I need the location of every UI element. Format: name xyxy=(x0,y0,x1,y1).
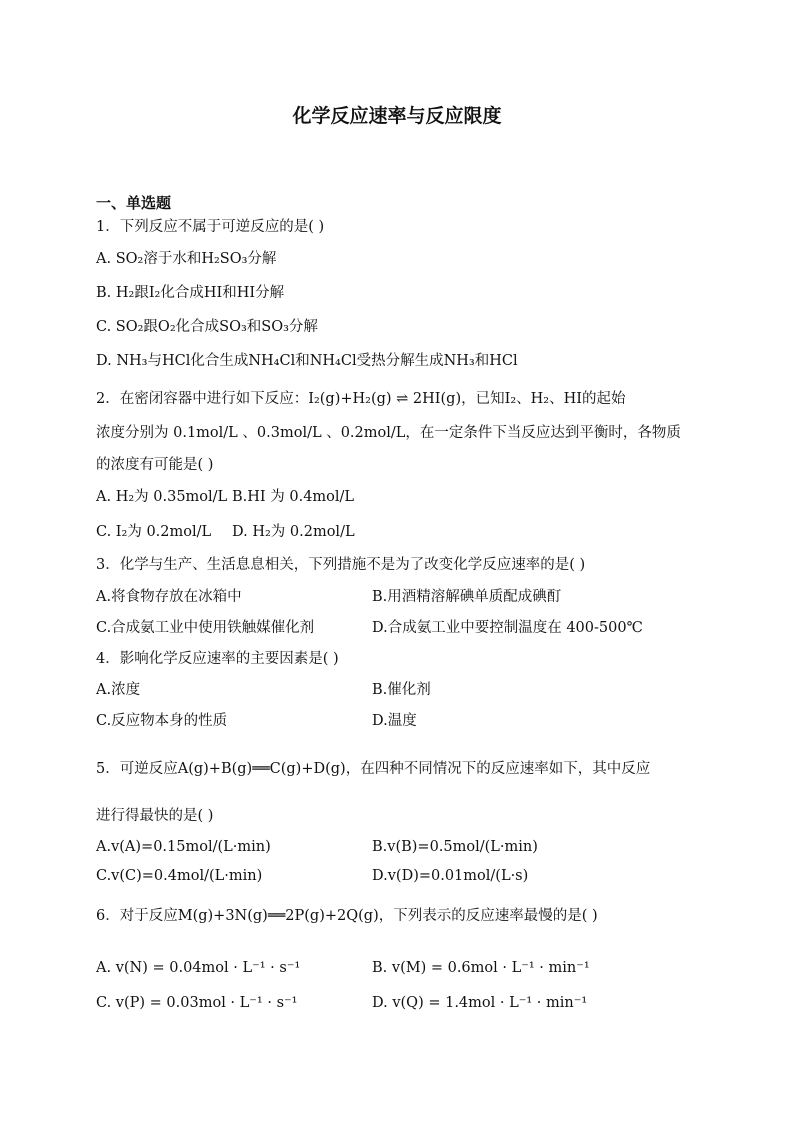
question-3-option-a: A.将食物存放在冰箱中 xyxy=(96,589,242,605)
question-4-option-b: B.催化剂 xyxy=(372,682,431,698)
question-6-option-c: C. v(P) = 0.03mol · L⁻¹ · s⁻¹ xyxy=(96,995,298,1011)
question-1-option-a: A. SO₂溶于水和H₂SO₃分解 xyxy=(96,251,277,267)
question-3-option-d: D.合成氨工业中要控制温度在 400-500℃ xyxy=(372,620,643,636)
question-2-option-b: B.HI 为 0.4mol/L xyxy=(232,489,355,505)
question-1-stem: 1．下列反应不属于可逆反应的是( ) xyxy=(96,219,325,235)
question-5-option-c: C.v(C)=0.4mol/(L·min) xyxy=(96,868,263,884)
question-5-option-b: B.v(B)=0.5mol/(L·min) xyxy=(372,839,538,855)
section-heading: 一、单选题 xyxy=(96,194,172,212)
question-4-stem: 4．影响化学反应速率的主要因素是( ) xyxy=(96,651,339,667)
page-title: 化学反应速率与反应限度 xyxy=(292,105,502,127)
question-4-option-d: D.温度 xyxy=(372,713,417,729)
question-1-option-d: D. NH₃与HCl化合生成NH₄Cl和NH₄Cl受热分解生成NH₃和HCl xyxy=(96,353,518,369)
question-1-option-b: B. H₂跟I₂化合成HI和HI分解 xyxy=(96,285,285,301)
question-2-stem-line-1: 2．在密闭容器中进行如下反应：I₂(g)+H₂(g) ⇌ 2HI(g)，已知I₂、H₂、HI的起始 xyxy=(96,391,626,407)
question-6-option-b: B. v(M) = 0.6mol · L⁻¹ · min⁻¹ xyxy=(372,960,590,976)
question-6-stem: 6．对于反应M(g)+3N(g)══2P(g)+2Q(g)，下列表示的反应速率最慢的是( ) xyxy=(96,908,598,924)
question-4-option-c: C.反应物本身的性质 xyxy=(96,713,228,729)
question-5-option-d: D.v(D)=0.01mol/(L·s) xyxy=(372,868,529,884)
question-6-option-d: D. v(Q) = 1.4mol · L⁻¹ · min⁻¹ xyxy=(372,995,588,1011)
question-4-option-a: A.浓度 xyxy=(96,682,141,698)
question-2-option-c: C. I₂为 0.2mol/L xyxy=(96,524,212,540)
question-2-stem-line-3: 的浓度有可能是( ) xyxy=(96,457,214,473)
question-5-stem-line-1: 5．可逆反应A(g)+B(g)══C(g)+D(g)，在四种不同情况下的反应速率如下，其中反应 xyxy=(96,761,651,777)
question-3-stem: 3．化学与生产、生活息息相关，下列措施不是为了改变化学反应速率的是( ) xyxy=(96,557,586,573)
question-3-option-c: C.合成氨工业中使用铁触媒催化剂 xyxy=(96,620,315,636)
question-2-option-a: A. H₂为 0.35mol/L xyxy=(96,489,228,505)
question-1-option-c: C. SO₂跟O₂化合成SO₃和SO₃分解 xyxy=(96,319,318,335)
question-5-option-a: A.v(A)=0.15mol/(L·min) xyxy=(96,839,271,855)
question-3-option-b: B.用酒精溶解碘单质配成碘酊 xyxy=(372,589,562,605)
question-2-stem-line-2: 浓度分别为 0.1mol/L 、0.3mol/L 、0.2mol/L，在一定条件下当反应达到平衡时，各物质 xyxy=(96,425,681,441)
question-5-stem-line-2: 进行得最快的是( ) xyxy=(96,808,214,824)
question-6-option-a: A. v(N) = 0.04mol · L⁻¹ · s⁻¹ xyxy=(96,960,301,976)
question-2-option-d: D. H₂为 0.2mol/L xyxy=(232,524,355,540)
